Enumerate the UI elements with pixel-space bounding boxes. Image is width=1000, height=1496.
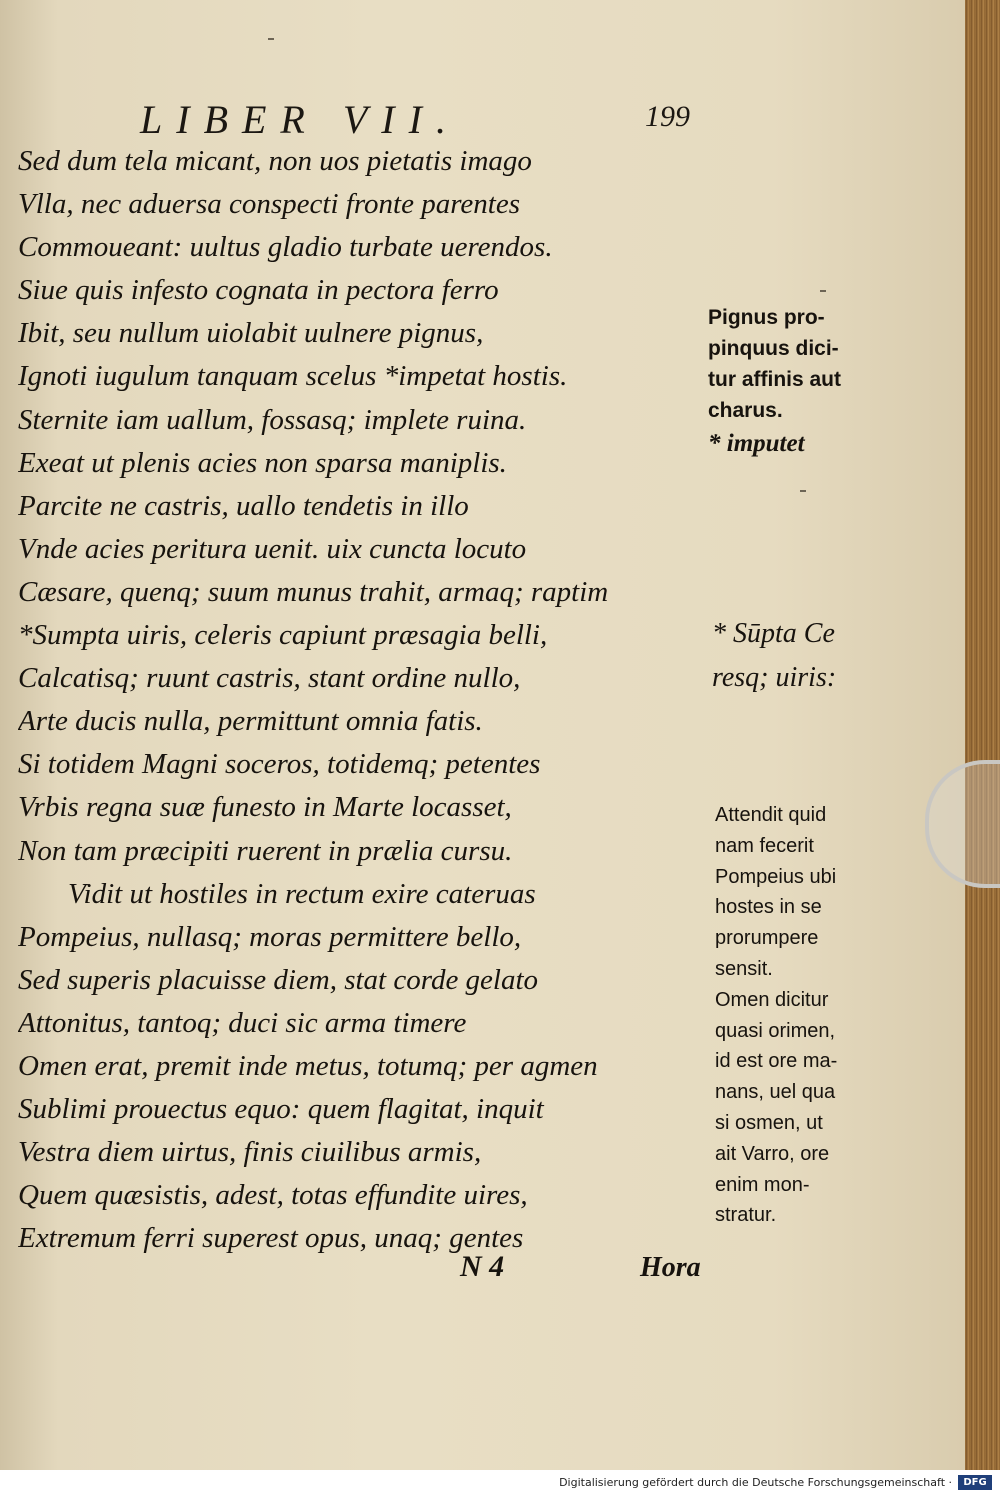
margin-note-line: hostes in se bbox=[715, 896, 822, 919]
margin-note-line: prorumpere bbox=[715, 927, 819, 950]
verse-line: Vnde acies peritura uenit. uix cuncta locuto bbox=[18, 532, 527, 565]
verse-line: Non tam præcipiti ruerent in prælia cursu. bbox=[18, 834, 513, 867]
verse-line: Sed superis placuisse diem, stat corde gelato bbox=[18, 963, 539, 996]
verse-line: Sed dum tela micant, non uos pietatis imago bbox=[18, 145, 532, 177]
verse-line: Vlla, nec aduersa conspecti fronte parentes bbox=[18, 188, 521, 221]
verse-line: Attonitus, tantoq; duci sic arma timere bbox=[18, 1006, 467, 1039]
margin-note-line: enim mon- bbox=[715, 1173, 810, 1196]
folio-number: 199 bbox=[645, 100, 690, 133]
margin-note-line: ait Varro, ore bbox=[715, 1142, 830, 1165]
margin-note-attendit bbox=[715, 800, 915, 1231]
margin-note-line: charus. bbox=[708, 399, 783, 422]
margin-note-line: nans, uel qua bbox=[715, 1081, 836, 1104]
print-speck bbox=[268, 38, 274, 40]
verse-line: Pompeius, nullasq; moras permittere bello, bbox=[18, 920, 522, 953]
verse-line: Quem quæsistis, adest, totas effundite uires, bbox=[18, 1179, 528, 1212]
verse-line: Vidit ut hostiles in rectum exire cateruas bbox=[68, 877, 536, 910]
print-speck bbox=[820, 290, 826, 292]
margin-note-line: * Sūpta Ce bbox=[712, 618, 835, 649]
margin-note-imputet: * imputet bbox=[708, 430, 805, 457]
verse-line: Cæsare, quenq; suum munus trahit, armaq; raptim bbox=[18, 575, 609, 608]
credit-bar bbox=[0, 1470, 1000, 1496]
print-speck bbox=[800, 490, 806, 492]
verse-line: Siue quis infesto cognata in pectora ferro bbox=[18, 274, 499, 307]
verse-line: Omen erat, premit inde metus, totumq; per agmen bbox=[18, 1049, 598, 1082]
margin-note-line: resq; uiris: bbox=[712, 662, 837, 693]
margin-note-line: sensit. bbox=[715, 957, 773, 980]
verse-line: Vrbis regna suæ funesto in Marte locasset, bbox=[18, 791, 512, 824]
running-title: LIBER VII. bbox=[140, 97, 460, 142]
signature-mark: N 4 bbox=[460, 1250, 505, 1283]
margin-note-line: si osmen, ut bbox=[715, 1111, 823, 1134]
running-head bbox=[140, 96, 700, 142]
margin-note-pignus bbox=[708, 302, 908, 426]
verse-list bbox=[18, 140, 698, 1260]
margin-note-line: stratur. bbox=[715, 1204, 777, 1227]
verse-line: Sublimi prouectus equo: quem flagitat, inquit bbox=[18, 1093, 544, 1126]
catchword: Hora bbox=[640, 1252, 701, 1283]
verse-line: *Sumpta uiris, celeris capiunt præsagia belli, bbox=[18, 619, 548, 652]
verse-line: Arte ducis nulla, permittunt omnia fatis. bbox=[18, 705, 483, 738]
margin-note-line: Pompeius ubi bbox=[715, 865, 837, 888]
margin-note-supta bbox=[712, 612, 912, 700]
fore-edge bbox=[965, 0, 1000, 1470]
verse-line: Parcite ne castris, uallo tendetis in illo bbox=[18, 489, 469, 522]
dfg-logo: DFG bbox=[958, 1475, 992, 1490]
margin-note-line: nam fecerit bbox=[715, 834, 814, 857]
margin-note-line: Omen dicitur bbox=[715, 988, 829, 1011]
credit-text: Digitalisierung gefördert durch die Deutsche Forschungsgemeinschaft · bbox=[559, 1476, 952, 1489]
margin-note-line: Pignus pro- bbox=[708, 306, 825, 329]
verse-line: Exeat ut plenis acies non sparsa maniplis. bbox=[18, 446, 507, 479]
verse-line: Calcatisq; ruunt castris, stant ordine nullo, bbox=[18, 662, 521, 695]
verse-line: Ibit, seu nullum uiolabit uulnere pignus, bbox=[18, 317, 484, 350]
verse-line: Vestra diem uirtus, finis ciuilibus armis, bbox=[18, 1136, 482, 1169]
margin-note-line: Attendit quid bbox=[715, 804, 827, 826]
verse-line: Si totidem Magni soceros, totidemq; petentes bbox=[18, 748, 541, 781]
verse-line: Sternite iam uallum, fossasq; implete ruina. bbox=[18, 403, 527, 436]
verse-line: Extremum ferri superest opus, unaq; gentes bbox=[18, 1222, 524, 1255]
margin-note-line: quasi orimen, bbox=[715, 1019, 836, 1042]
margin-note-line: pinquus dici- bbox=[708, 337, 839, 360]
verse-line: Ignoti iugulum tanquam scelus *impetat hostis. bbox=[18, 360, 568, 393]
margin-note-line: id est ore ma- bbox=[715, 1050, 838, 1073]
verse-line: Commoueant: uultus gladio turbate uerendos. bbox=[18, 231, 553, 264]
margin-note-line: tur affinis aut bbox=[708, 368, 842, 391]
